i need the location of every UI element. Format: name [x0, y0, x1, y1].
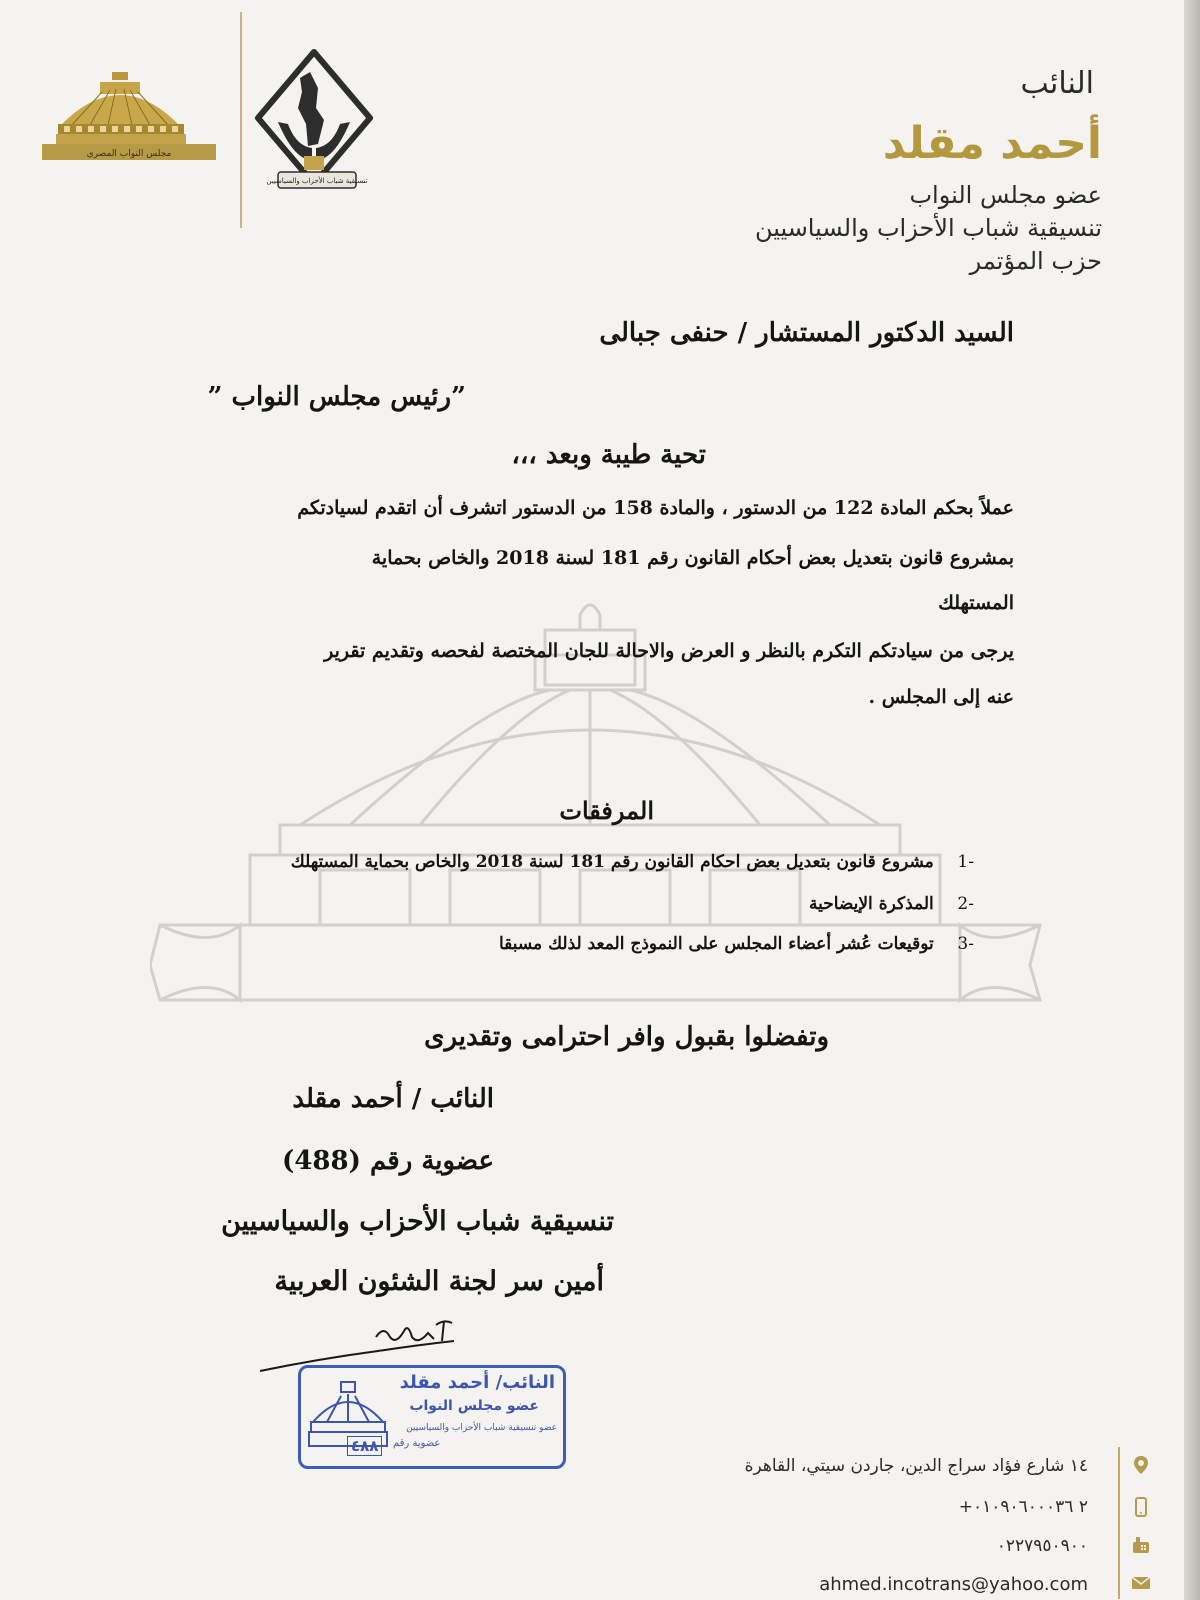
youth-coordination-logo	[252, 48, 376, 198]
footer-address: ١٤ شارع فؤاد سراج الدين، جاردن سيتي، القاهرة	[744, 1456, 1088, 1476]
stamp-membership-number: ٤٨٨	[347, 1436, 382, 1456]
header-name: أحمد مقلد	[882, 118, 1102, 169]
stamp-line-1: النائب/ أحمد مقلد	[399, 1372, 555, 1393]
closing-membership: عضوية رقم (488)	[282, 1146, 494, 1176]
attachment-text: المذكرة الإيضاحية	[808, 894, 934, 914]
header-line-1: عضو مجلس النواب	[909, 181, 1102, 209]
email-icon	[1130, 1572, 1152, 1594]
page-edge-shadow	[1184, 0, 1200, 1600]
official-stamp	[298, 1365, 566, 1469]
paragraph-1-line-3: المستهلك	[938, 592, 1014, 614]
addressee: السيد الدكتور المستشار / حنفى جبالى	[599, 318, 1014, 348]
paragraph-2-line-1: يرجى من سيادتكم التكرم بالنظر و العرض والاحالة للجان المختصة لفحصه وتقديم تقرير	[324, 640, 1014, 662]
header-title: النائب	[1020, 66, 1094, 101]
attachment-number: -1	[957, 852, 974, 872]
youth-logo-text: تنسيقية شباب الأحزاب والسياسيين	[266, 177, 368, 185]
parliament-dome-logo	[42, 70, 222, 170]
attachment-item-2	[809, 894, 974, 914]
mobile-icon	[1130, 1496, 1152, 1518]
attachment-text: مشروع قانون بتعديل بعض احكام القانون رقم 181 لسنة 2018 والخاص بحماية المستهلك	[290, 852, 934, 872]
closing-organization: تنسيقية شباب الأحزاب والسياسيين	[221, 1206, 614, 1237]
footer-phone: ٠٢٢٧٩٥٠٩٠٠	[996, 1536, 1088, 1556]
stamp-membership-label: عضوية رقم	[393, 1438, 441, 1449]
location-icon	[1130, 1454, 1152, 1476]
attachment-number: -2	[957, 894, 974, 914]
closing-regards: وتفضلوا بقبول وافر احترامى وتقديرى	[424, 1022, 829, 1052]
parliament-logo-text: مجلس النواب المصري	[86, 149, 172, 159]
attachment-text: توقيعات عُشر أعضاء المجلس على النموذج المعد لذلك مسبقا	[498, 934, 934, 954]
attachments-heading: المرفقات	[559, 796, 654, 825]
footer-email: ahmed.incotrans@yahoo.com	[819, 1574, 1088, 1595]
closing-signer: النائب / أحمد مقلد	[292, 1084, 494, 1114]
footer-mobile: +٢ ٠١٠٩٠٦٠٠٠٣٦	[958, 1497, 1088, 1517]
phone-icon	[1130, 1534, 1152, 1556]
closing-role: أمين سر لجنة الشئون العربية	[274, 1266, 604, 1297]
stamp-line-3: عضو تنسيقية شباب الأحزاب والسياسيين	[406, 1423, 557, 1433]
header-divider	[240, 12, 242, 228]
greeting: تحية طيبة وبعد ،،،	[511, 440, 706, 470]
footer-divider	[1118, 1447, 1120, 1599]
stamp-line-2: عضو مجلس النواب	[409, 1398, 539, 1414]
addressee-title: ”رئيس مجلس النواب ”	[207, 382, 466, 412]
header-line-3: حزب المؤتمر	[969, 247, 1102, 275]
header-line-2: تنسيقية شباب الأحزاب والسياسيين	[754, 214, 1102, 242]
paragraph-1-line-1: عملاً بحكم المادة 122 من الدستور ، والمادة 158 من الدستور اتشرف أن اتقدم لسيادتكم	[297, 497, 1014, 519]
attachment-item-1	[291, 852, 974, 872]
paragraph-2-line-2: عنه إلى المجلس .	[868, 686, 1014, 708]
attachment-number: -3	[957, 934, 974, 954]
attachment-item-3	[499, 934, 974, 954]
paragraph-1-line-2: بمشروع قانون بتعديل بعض أحكام القانون رقم 181 لسنة 2018 والخاص بحماية	[371, 547, 1014, 569]
